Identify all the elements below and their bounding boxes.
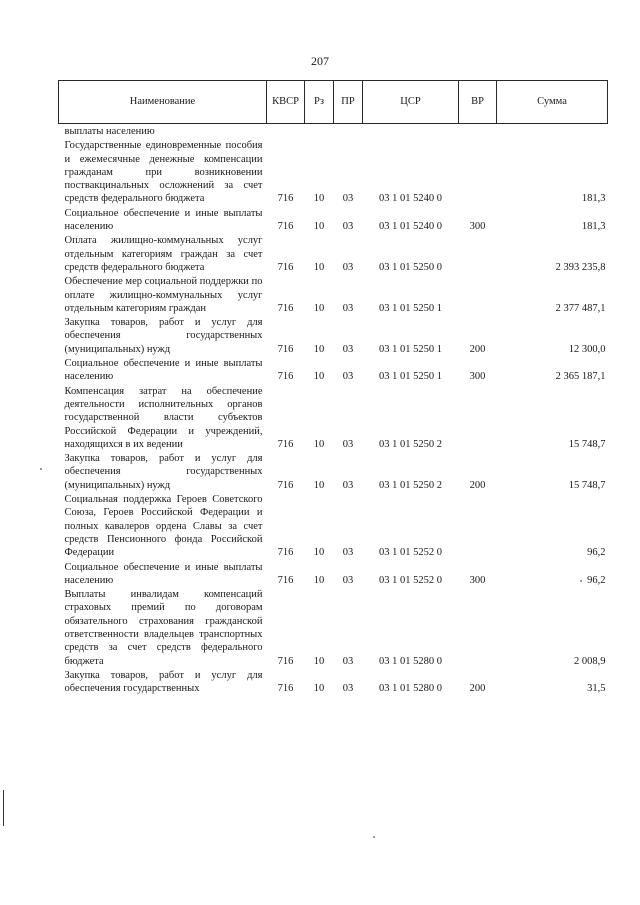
row-rz-cell: 10: [313, 547, 325, 559]
row-sum-cell: 96,2: [587, 574, 606, 586]
row-pr-cell: 03: [342, 193, 354, 205]
scan-speck: [40, 468, 42, 470]
table-row: [59, 451, 608, 492]
row-pr-cell: 03: [342, 655, 354, 667]
row-sum-cell: 12 300,0: [568, 343, 606, 355]
row-pr-cell: 03: [342, 574, 354, 586]
table-row: [59, 124, 608, 139]
row-rz-cell: 10: [313, 302, 325, 314]
row-pr-cell: [334, 124, 363, 139]
table-row: [59, 560, 608, 588]
row-rz-cell: 10: [313, 261, 325, 273]
row-pr-cell: 03: [342, 683, 354, 695]
table-row: [59, 138, 608, 205]
row-csr-cell: 03 1 01 5250 2: [379, 438, 442, 450]
row-csr-cell: 03 1 01 5240 0: [379, 221, 442, 233]
header-pr: ПР: [334, 81, 363, 124]
table-row: [59, 206, 608, 234]
row-name-cell: Социальное обеспечение и иные выплаты населению: [64, 207, 263, 233]
row-name-cell: Закупка товаров, работ и услуг для обеспечения государственных (муниципальных) нужд: [64, 453, 263, 491]
header-rz: Рз: [305, 81, 334, 124]
row-sum-cell: 31,5: [587, 683, 606, 695]
row-vr-cell: [459, 384, 497, 451]
row-name-cell: Обеспечение мер социальной поддержки по оплате жилищно-коммунальных услуг отдельным категориям граждан: [64, 276, 263, 314]
row-pr-cell: 03: [342, 547, 354, 559]
row-sum-cell: 2 377 487,1: [555, 302, 606, 314]
row-kvsr-cell: 716: [277, 261, 294, 273]
row-name-cell: Социальное обеспечение и иные выплаты населению: [64, 358, 263, 383]
row-pr-cell: 03: [342, 371, 354, 383]
row-csr-cell: 03 1 01 5240 0: [379, 193, 442, 205]
row-sum-cell: 2 008,9: [574, 655, 606, 667]
row-kvsr-cell: 716: [277, 655, 294, 667]
row-vr-cell: 300: [469, 574, 486, 586]
row-name-cell: Социальная поддержка Героев Советского Союза, Героев Российской Федерации и полных кавалеров ордена Славы за счет средств Пенсионного фонда Российской Федерации: [64, 494, 263, 559]
row-vr-cell: 300: [469, 371, 486, 383]
table-row: [59, 587, 608, 668]
row-vr-cell: [459, 124, 497, 139]
budget-table: [58, 80, 608, 695]
row-kvsr-cell: 716: [277, 479, 294, 491]
table-row: [59, 384, 608, 451]
row-name-cell: выплаты населению: [64, 126, 155, 137]
row-rz-cell: 10: [313, 479, 325, 491]
row-name-cell: Закупка товаров, работ и услуг для обеспечения государственных: [64, 669, 263, 695]
row-csr-cell: [363, 124, 459, 139]
row-vr-cell: [459, 233, 497, 274]
row-kvsr-cell: 716: [277, 574, 294, 586]
row-rz-cell: 10: [313, 343, 325, 355]
row-sum-cell: [497, 124, 608, 139]
table-row: [59, 233, 608, 274]
row-sum-cell: 15 748,7: [568, 479, 606, 491]
header-csr: ЦСР: [363, 81, 459, 124]
row-kvsr-cell: 716: [277, 343, 294, 355]
row-sum-cell: 2 365 187,1: [555, 371, 606, 383]
row-kvsr-cell: 716: [277, 302, 294, 314]
row-vr-cell: [459, 587, 497, 668]
row-pr-cell: 03: [342, 343, 354, 355]
row-kvsr-cell: 716: [277, 547, 294, 559]
row-rz-cell: [305, 124, 334, 139]
row-vr-cell: [459, 274, 497, 315]
row-name-cell: Компенсация затрат на обеспечение деятельности исполнительных органов государственной власти субъектов Российской Федерации и учреждений, находящихся в их ведении: [64, 385, 263, 450]
row-rz-cell: 10: [313, 438, 325, 450]
row-pr-cell: 03: [342, 221, 354, 233]
row-sum-cell: 181,3: [581, 193, 606, 205]
row-kvsr-cell: 716: [277, 193, 294, 205]
table-row: [59, 356, 608, 384]
row-sum-cell: 2 393 235,8: [555, 261, 606, 273]
row-vr-cell: 300: [469, 221, 486, 233]
row-kvsr-cell: 716: [277, 683, 294, 695]
page-number: 207: [311, 54, 329, 68]
row-vr-cell: 200: [469, 683, 486, 695]
table-row: [59, 315, 608, 356]
row-rz-cell: 10: [313, 655, 325, 667]
row-kvsr-cell: 716: [277, 221, 294, 233]
header-vr: ВР: [459, 81, 497, 124]
header-kvsr: КВСР: [267, 81, 305, 124]
row-rz-cell: 10: [313, 221, 325, 233]
row-pr-cell: 03: [342, 261, 354, 273]
row-csr-cell: 03 1 01 5280 0: [379, 655, 442, 667]
row-kvsr-cell: [267, 124, 305, 139]
row-csr-cell: 03 1 01 5250 1: [379, 302, 442, 314]
row-pr-cell: 03: [342, 302, 354, 314]
table-row: [59, 492, 608, 559]
row-sum-cell: 181,3: [581, 221, 606, 233]
row-csr-cell: 03 1 01 5252 0: [379, 574, 442, 586]
row-name-cell: Оплата жилищно-коммунальных услуг отдельным категориям граждан за счет средств федерального бюджета: [64, 235, 263, 273]
scan-speck: [580, 580, 582, 582]
header-name: Наименование: [59, 81, 267, 124]
row-name-cell: Социальное обеспечение и иные выплаты населению: [64, 561, 263, 586]
row-csr-cell: 03 1 01 5280 0: [379, 683, 442, 695]
row-csr-cell: 03 1 01 5250 2: [379, 479, 442, 491]
row-rz-cell: 10: [313, 683, 325, 695]
row-rz-cell: 10: [313, 193, 325, 205]
row-kvsr-cell: 716: [277, 438, 294, 450]
row-vr-cell: 200: [469, 343, 486, 355]
row-vr-cell: 200: [469, 479, 486, 491]
row-name-cell: Выплаты инвалидам компенсаций страховых премий по договорам обязательного страхования гражданской ответственности владельцев транспортных средств за счет средств федерального бюджета: [64, 589, 263, 667]
row-kvsr-cell: 716: [277, 371, 294, 383]
header-sum: Сумма: [497, 81, 608, 124]
row-pr-cell: 03: [342, 479, 354, 491]
row-rz-cell: 10: [313, 574, 325, 586]
row-csr-cell: 03 1 01 5250 0: [379, 261, 442, 273]
row-rz-cell: 10: [313, 371, 325, 383]
scan-speck: [373, 836, 375, 838]
row-csr-cell: 03 1 01 5250 1: [379, 343, 442, 355]
row-sum-cell: 96,2: [587, 547, 606, 559]
row-name-cell: Государственные единовременные пособия и ежемесячные денежные компенсации гражданам при возникновении поствакцинальных осложнений за счет средств федерального бюджета: [64, 140, 263, 205]
scan-margin-mark: [3, 790, 4, 826]
table-header: [59, 81, 608, 124]
row-csr-cell: 03 1 01 5252 0: [379, 547, 442, 559]
row-pr-cell: 03: [342, 438, 354, 450]
row-sum-cell: 15 748,7: [568, 438, 606, 450]
row-vr-cell: [459, 492, 497, 559]
table-body: [59, 124, 608, 696]
row-csr-cell: 03 1 01 5250 1: [379, 371, 442, 383]
table-row: [59, 274, 608, 315]
row-vr-cell: [459, 138, 497, 205]
table-row: [59, 668, 608, 696]
row-name-cell: Закупка товаров, работ и услуг для обеспечения государственных (муниципальных) нужд: [64, 317, 263, 355]
